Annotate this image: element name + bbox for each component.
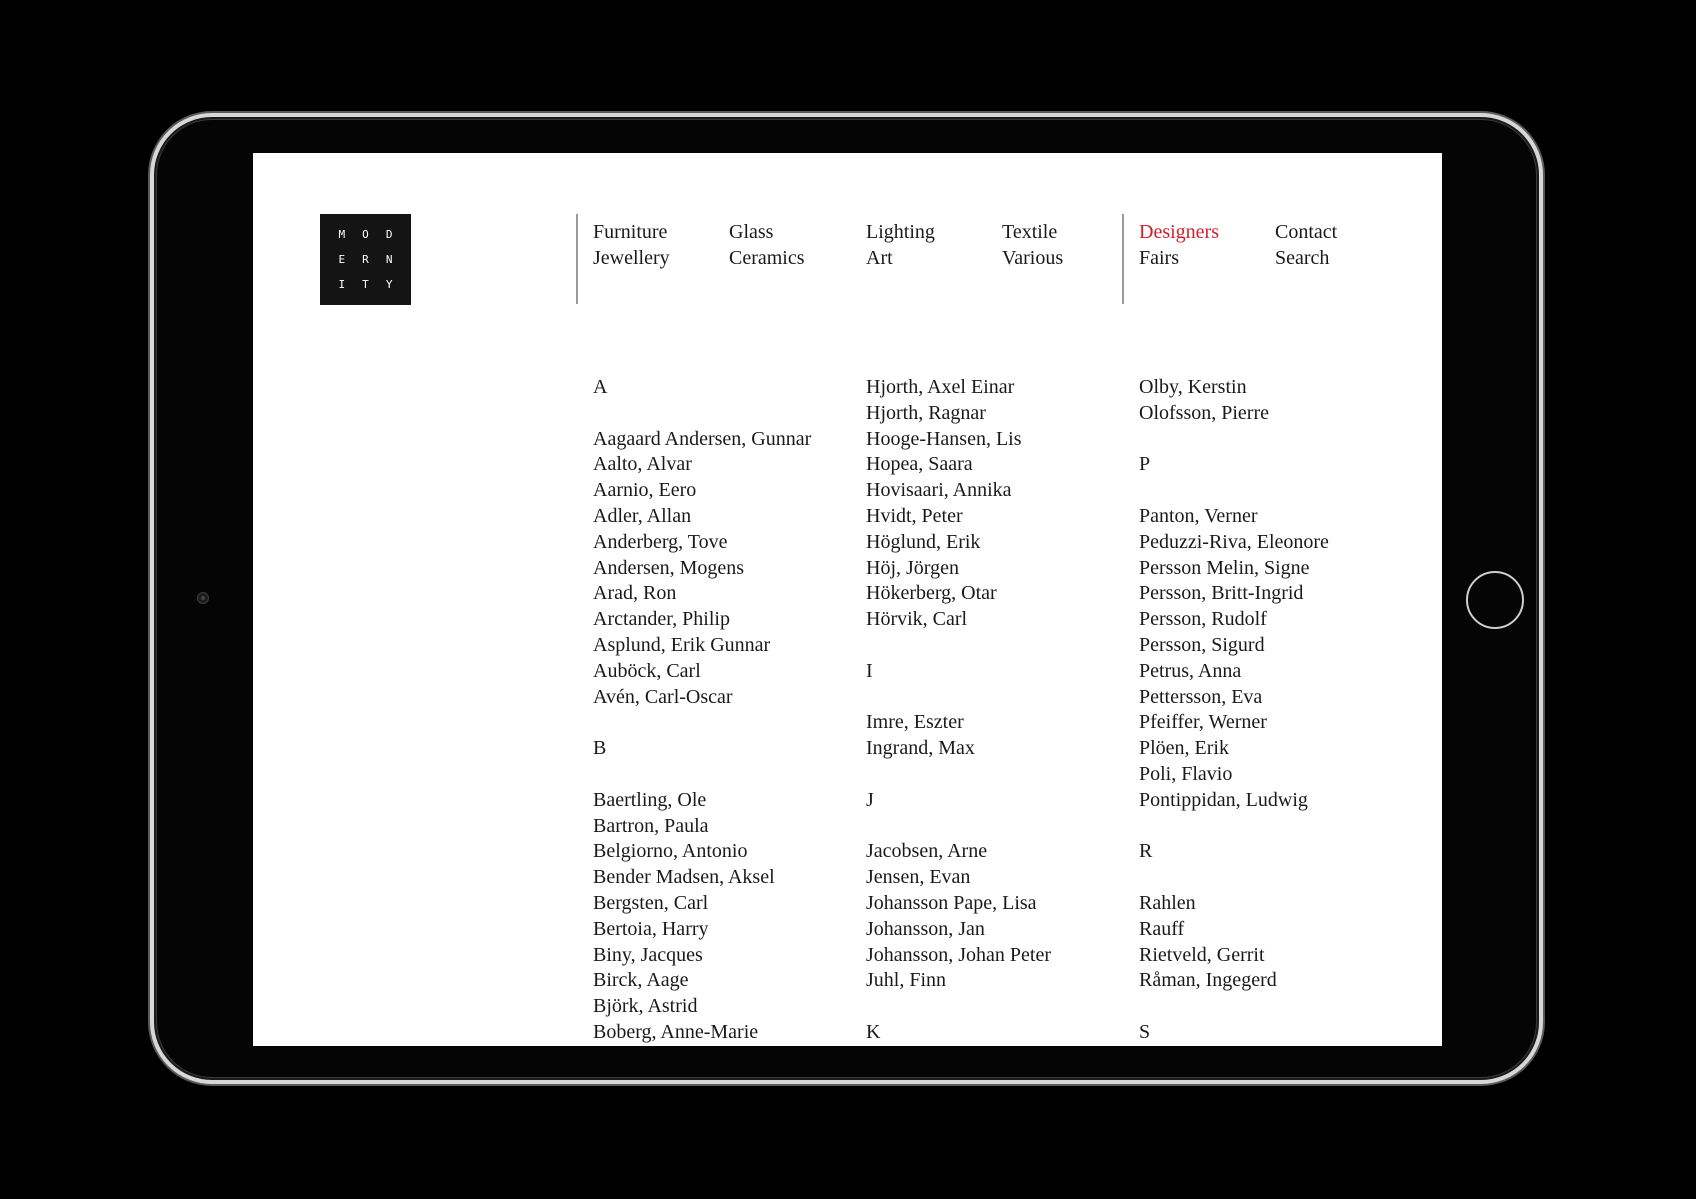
designer-link[interactable]: Johansson, Jan	[866, 917, 985, 940]
designer-link[interactable]: Johansson, Johan Peter	[866, 943, 1051, 966]
designer-link[interactable]: Olby, Kerstin	[1139, 376, 1247, 398]
designer-link[interactable]: Hooge-Hansen, Lis	[866, 427, 1022, 450]
nav-furniture[interactable]: Furniture	[593, 221, 668, 243]
nav-fairs[interactable]: Fairs	[1139, 247, 1179, 269]
spacer	[1139, 478, 1329, 504]
designer-link[interactable]: Hökerberg, Otar	[866, 582, 997, 605]
designer-link[interactable]: Poli, Flavio	[1139, 762, 1233, 785]
designer-link[interactable]: Hovisaari, Annika	[866, 479, 1012, 502]
designer-link[interactable]: Petrus, Anna	[1139, 659, 1242, 682]
nav-designers[interactable]: Designers	[1139, 221, 1219, 243]
designer-link[interactable]: Hvidt, Peter	[866, 504, 963, 527]
designer-link[interactable]: Björk, Astrid	[593, 995, 698, 1018]
designer-link[interactable]: Plöen, Erik	[1139, 737, 1229, 760]
designer-link[interactable]: Persson, Rudolf	[1139, 608, 1267, 631]
spacer	[593, 710, 811, 736]
designer-link[interactable]: Johansson Pape, Lisa	[866, 891, 1037, 914]
logo-letter: R	[362, 253, 369, 266]
designer-link[interactable]: Asplund, Erik Gunnar	[593, 633, 771, 656]
designer-link[interactable]: Råman, Ingegerd	[1139, 969, 1277, 992]
logo-letter: I	[338, 278, 346, 291]
designer-link[interactable]: Andersen, Mogens	[593, 556, 745, 579]
designer-link[interactable]: Anderberg, Tove	[593, 530, 728, 553]
letter-heading: I	[866, 659, 873, 682]
letter-heading: A	[593, 376, 608, 398]
nav-jewellery[interactable]: Jewellery	[593, 247, 670, 269]
spacer	[866, 814, 1051, 840]
designer-link[interactable]: Hopea, Saara	[866, 453, 973, 476]
designer-column-3	[1139, 375, 1329, 1046]
web-page	[253, 153, 1442, 1046]
designer-link[interactable]: Biny, Jacques	[593, 943, 703, 966]
spacer	[866, 633, 1051, 659]
letter-heading: B	[593, 737, 607, 760]
logo-letter: N	[385, 253, 393, 266]
designer-link[interactable]: Auböck, Carl	[593, 659, 701, 682]
letter-heading: J	[866, 788, 874, 811]
nav-contact[interactable]: Contact	[1275, 221, 1338, 243]
designer-link[interactable]: Baertling, Ole	[593, 788, 707, 811]
nav-various[interactable]: Various	[1002, 247, 1064, 269]
designer-column-2	[866, 375, 1051, 1046]
designer-link[interactable]: Olofsson, Pierre	[1139, 401, 1269, 424]
spacer	[866, 685, 1051, 711]
designer-column-1	[593, 375, 811, 1046]
designer-link[interactable]: Pfeiffer, Werner	[1139, 711, 1267, 734]
designer-link[interactable]: Hjorth, Axel Einar	[866, 376, 1015, 398]
designer-link[interactable]: Belgiorno, Antonio	[593, 840, 748, 863]
designer-link[interactable]: Hörvik, Carl	[866, 608, 968, 631]
letter-heading: R	[1139, 840, 1153, 863]
designer-link[interactable]: Arctander, Philip	[593, 608, 730, 631]
designer-link[interactable]: Juhl, Finn	[866, 969, 947, 992]
nav-textile[interactable]: Textile	[1002, 221, 1058, 243]
designer-link[interactable]: Jacobsen, Arne	[866, 840, 988, 863]
designer-link[interactable]: Pontippidan, Ludwig	[1139, 788, 1308, 811]
spacer	[866, 994, 1051, 1020]
designer-link[interactable]: Persson, Britt-Ingrid	[1139, 582, 1304, 605]
designer-link[interactable]: Hjorth, Ragnar	[866, 401, 986, 424]
spacer	[593, 401, 811, 427]
designer-link[interactable]: Höglund, Erik	[866, 530, 981, 553]
logo-letter: T	[362, 278, 369, 291]
logo-letter: M	[338, 228, 346, 241]
nav-art[interactable]: Art	[866, 247, 893, 269]
designer-link[interactable]: Birck, Aage	[593, 969, 689, 992]
logo-letter: D	[385, 228, 393, 241]
nav-ceramics[interactable]: Ceramics	[729, 247, 805, 269]
designer-link[interactable]: Ingrand, Max	[866, 737, 975, 760]
home-button[interactable]	[1466, 571, 1524, 629]
designer-link[interactable]: Persson Melin, Signe	[1139, 556, 1310, 579]
designer-link[interactable]: Panton, Verner	[1139, 504, 1258, 527]
designer-link[interactable]: Rahlen	[1139, 891, 1196, 914]
designer-link[interactable]: Aarnio, Eero	[593, 479, 697, 502]
modernity-logo[interactable]	[320, 214, 411, 305]
logo-letter: Y	[385, 278, 393, 291]
spacer	[1139, 814, 1329, 840]
designer-link[interactable]: Rauff	[1139, 917, 1185, 940]
designer-link[interactable]: Arad, Ron	[593, 582, 677, 605]
designer-link[interactable]: Höj, Jörgen	[866, 556, 959, 579]
designer-link[interactable]: Boberg, Anne-Marie	[593, 1020, 759, 1043]
designer-link[interactable]: Peduzzi-Riva, Eleonore	[1139, 530, 1329, 553]
nav-divider	[1122, 214, 1124, 304]
designer-link[interactable]: Persson, Sigurd	[1139, 633, 1265, 656]
letter-heading: P	[1139, 453, 1151, 476]
nav-search[interactable]: Search	[1275, 247, 1330, 269]
designer-link[interactable]: Aagaard Andersen, Gunnar	[593, 427, 812, 450]
nav-divider	[576, 214, 578, 304]
designer-link[interactable]: Aalto, Alvar	[593, 453, 692, 476]
designer-link[interactable]: Jensen, Evan	[866, 866, 971, 889]
nav-glass[interactable]: Glass	[729, 221, 774, 243]
spacer	[593, 762, 811, 788]
designer-link[interactable]: Avén, Carl-Oscar	[593, 685, 733, 708]
spacer	[866, 762, 1051, 788]
spacer	[1139, 427, 1329, 453]
designer-link[interactable]: Pettersson, Eva	[1139, 685, 1263, 708]
designer-link[interactable]: Rietveld, Gerrit	[1139, 943, 1265, 966]
designer-link[interactable]: Bender Madsen, Aksel	[593, 866, 775, 889]
letter-heading: S	[1139, 1020, 1151, 1043]
designer-link[interactable]: Bertoia, Harry	[593, 917, 709, 940]
designer-link[interactable]: Bergsten, Carl	[593, 891, 709, 914]
camera-icon	[197, 592, 209, 604]
logo-letter: O	[362, 228, 369, 241]
letter-heading: K	[866, 1020, 881, 1043]
logo-letter: E	[338, 253, 346, 266]
spacer	[1139, 994, 1329, 1020]
designer-link[interactable]: Imre, Eszter	[866, 711, 964, 734]
spacer	[1139, 865, 1329, 891]
designer-link[interactable]: Adler, Allan	[593, 504, 692, 527]
nav-lighting[interactable]: Lighting	[866, 221, 935, 243]
designer-link[interactable]: Bartron, Paula	[593, 814, 709, 837]
